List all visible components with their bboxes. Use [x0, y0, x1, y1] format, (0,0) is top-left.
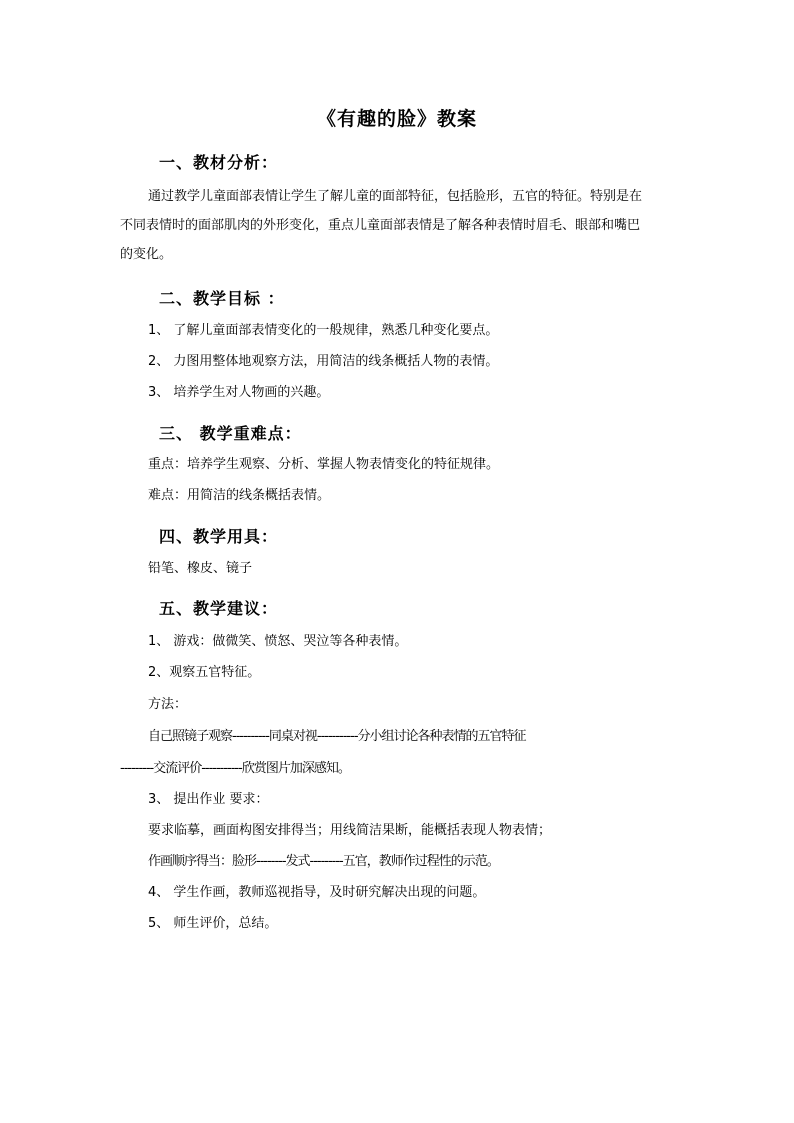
section-heading-key-points: 三、 教学重难点：	[159, 424, 302, 443]
method-line-2: ---------交流评价-----------欣赏图片加深感知。	[120, 761, 350, 776]
key-point: 重点：培养学生观察、分析、掌握人物表情变化的特征规律。	[148, 457, 500, 472]
difficult-point: 难点：用简洁的线条概括表情。	[148, 488, 331, 503]
suggestion-item-3: 3、 提出作业 要求：	[148, 792, 269, 807]
section-heading-goals: 二、教学目标 ：	[159, 289, 285, 308]
suggestion-item-4: 4、 学生作画，教师巡视指导，及时研究解决出现的问题。	[148, 885, 486, 900]
tools-list: 铅笔、橡皮、镜子	[148, 561, 253, 576]
suggestion-item-2: 2、观察五官特征。	[148, 665, 261, 680]
goal-item-2: 2、 力图用整体地观察方法，用简洁的线条概括人物的表情。	[148, 354, 499, 369]
goal-item-3: 3、 培养学生对人物画的兴趣。	[148, 385, 330, 400]
requirement-line-2: 作画顺序得当：脸形--------发式---------五官，教师作过程性的示范。	[148, 854, 499, 869]
suggestion-item-5: 5、 师生评价，总结。	[148, 916, 278, 931]
section-heading-analysis: 一、教材分析：	[159, 153, 279, 172]
suggestion-item-1: 1、 游戏：做微笑、愤怒、哭泣等各种表情。	[148, 634, 408, 649]
analysis-line-1: 通过教学儿童面部表情让学生了解儿童的面部特征，包括脸形，五官的特征。特别是在	[148, 189, 643, 204]
method-label: 方法：	[148, 697, 188, 712]
document-title: 《有趣的脸》教案	[316, 108, 477, 130]
analysis-line-3: 的变化。	[120, 247, 173, 262]
requirement-line-1: 要求临摹，画面构图安排得当；用线简洁果断，能概括表现人物表情；	[148, 823, 552, 838]
method-line-1: 自己照镜子观察----------同桌对视-----------分小组讨论各种表情的五官特征	[148, 729, 526, 744]
section-heading-tools: 四、教学用具：	[159, 527, 279, 546]
section-heading-suggestions: 五、教学建议：	[159, 599, 279, 618]
goal-item-1: 1、 了解儿童面部表情变化的一般规律，熟悉几种变化要点。	[148, 323, 499, 338]
analysis-line-2: 不同表情时的面部肌肉的外形变化，重点儿童面部表情是了解各种表情时眉毛、眼部和嘴巴	[120, 218, 641, 233]
